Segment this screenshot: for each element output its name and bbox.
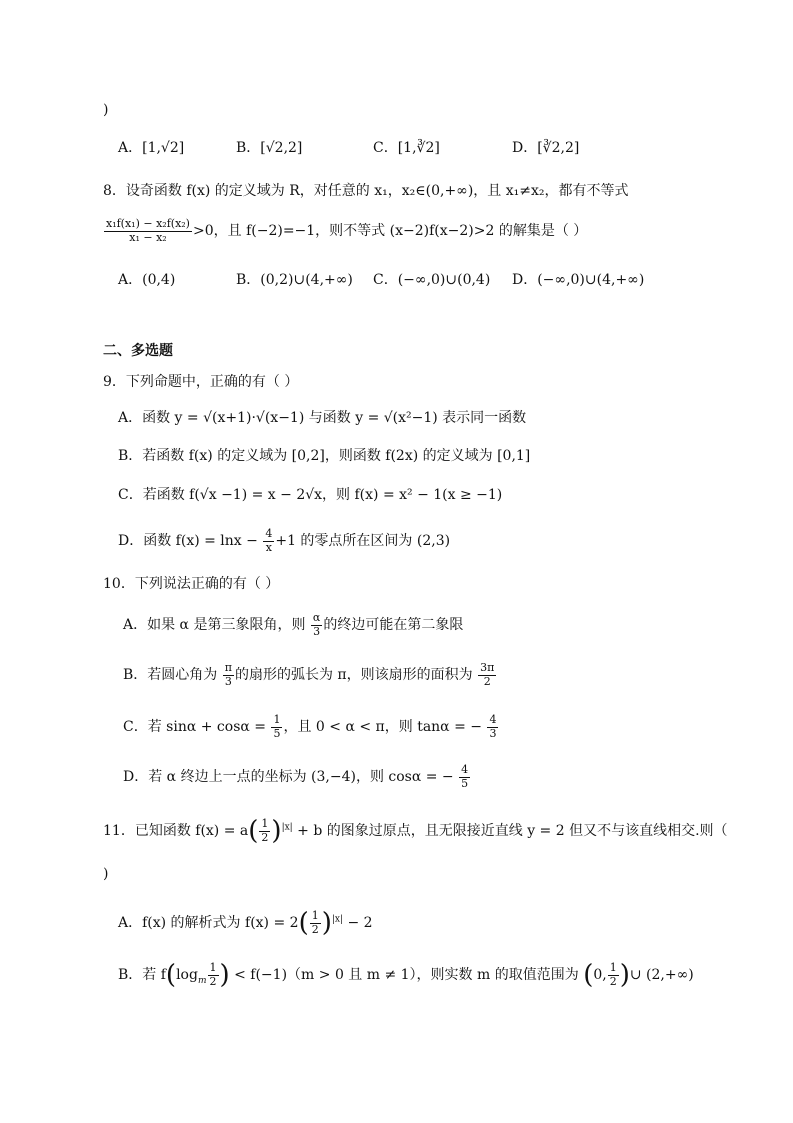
q11-exponent: |x| xyxy=(281,822,293,833)
q10-option-a xyxy=(123,612,463,638)
q9-d-fraction xyxy=(263,528,274,554)
q10-b-pre: B．若圆心角为 xyxy=(123,667,218,684)
q11-a-post: − 2 xyxy=(347,915,373,932)
q10-c-fraction1 xyxy=(271,714,282,740)
q10-b-den1: 3 xyxy=(224,674,232,688)
q10-b-num2: 3π xyxy=(480,661,495,674)
q11-a-paren-open: ( xyxy=(298,908,309,939)
q9-option-c: C．若函数 f(√x −1) = x − 2√x，则 f(x) = x² − 1(x ≥ −1) xyxy=(118,487,503,503)
q9-d-pre: D．函数 f(x) = lnx − xyxy=(118,533,258,550)
q11-option-b: B．若 $f(\log_m$ $\frac{1}{2}$ ) < f(−1)（m > 0 且 m ≠ 1），则实数 m 的取值范围为 (0, $\frac{1}{2}$ )∪ (2,+∞) xyxy=(118,960,694,991)
q11-paren-close: ) xyxy=(271,816,282,847)
q9-option-b: B．若函数 f(x) 的定义域为 [0,2]，则函数 f(2x) 的定义域为 [0,1] xyxy=(118,448,531,464)
q11-b-paren-close: ) xyxy=(219,960,230,991)
q7-option-d: D．[∛2,2] xyxy=(512,140,580,156)
q11-b-fraction2 xyxy=(608,962,619,988)
q8-option-c: C．(−∞,0)∪(0,4) xyxy=(373,272,491,288)
q10-stem: 10．下列说法正确的有（ ） xyxy=(103,576,280,592)
q11-paren-open: ( xyxy=(248,816,259,847)
q10-option-d xyxy=(123,764,471,790)
q10-b-fraction1 xyxy=(223,662,234,688)
q8-stem-line1: 8．设奇函数 f(x) 的定义域为 R，对任意的 x₁，x₂∈(0,+∞)，且 x₁≠x₂，都有不等式 xyxy=(103,183,629,199)
q11-stem-post: + b 的图象过原点，且无限接近直线 y = 2 但又不与该直线相交.则（ xyxy=(297,823,728,840)
q10-option-b xyxy=(123,662,497,688)
q7-option-a: A．[1,√2] xyxy=(118,140,185,156)
q10-a-pre: A．如果 α 是第三象限角，则 xyxy=(123,617,306,634)
q11-a-paren-close: ) xyxy=(321,908,332,939)
q11-b-post: ∪ (2,+∞) xyxy=(629,967,694,984)
q11-stem-pre: 11．已知函数 f(x) = a xyxy=(103,823,249,840)
q11-b-fraction xyxy=(208,962,219,988)
q11-a-exponent: |x| xyxy=(331,914,344,925)
q8-option-b: B．(0,2)∪(4,+∞) xyxy=(236,272,353,288)
q11-b-pre: B．若 f xyxy=(118,967,166,984)
q8-option-a: A．(0,4) xyxy=(118,272,176,288)
q10-option-c xyxy=(123,714,499,740)
q11-stem xyxy=(103,816,728,847)
q10-a-fraction xyxy=(311,612,322,638)
q11-b-paren-open: ( xyxy=(165,960,177,991)
q7-tail: ) xyxy=(103,102,109,118)
q10-d-pre: D．若 α 终边上一点的坐标为 (3,−4)，则 cosα = − xyxy=(123,769,454,786)
q10-b-den2: 2 xyxy=(483,674,491,688)
q8-fraction xyxy=(104,218,192,244)
q10-b-mid: 的扇形的弧长为 π，则该扇形的面积为 xyxy=(234,667,473,684)
q11-a-num: 1 xyxy=(311,909,319,922)
q11-stem-num: 1 xyxy=(261,817,269,830)
q11-b-interval-close: ) xyxy=(619,960,630,991)
q10-a-den: 3 xyxy=(313,624,321,638)
q11-a-fraction xyxy=(310,910,321,936)
q11-b-interval-open: ( xyxy=(583,960,594,991)
q10-d-den: 5 xyxy=(461,776,469,790)
q10-c-den1: 5 xyxy=(273,726,281,740)
q10-c-mid: ，且 0 < α < π，则 tanα = − xyxy=(283,719,482,736)
q11-stem-den: 2 xyxy=(261,830,269,844)
q11-a-den: 2 xyxy=(311,922,319,936)
q11-b-num: 1 xyxy=(209,961,217,974)
q9-option-a: A．函数 y = √(x+1)·√(x−1) 与函数 y = √(x²−1) 表示同一函数 xyxy=(118,410,527,426)
q11-stem-fraction xyxy=(259,818,270,844)
q11-tail: ) xyxy=(103,866,109,882)
q11-b-mid: < f(−1)（m > 0 且 m ≠ 1），则实数 m 的取值范围为 xyxy=(234,967,579,984)
q10-d-fraction xyxy=(459,764,470,790)
q10-b-fraction2 xyxy=(478,662,496,688)
q8-frac-numerator: x₁f(x₁) − x₂f(x₂) xyxy=(106,217,190,230)
q7-option-b: B．[√2,2] xyxy=(236,140,303,156)
q11-b-log: log xyxy=(176,967,198,984)
q9-d-post: +1 的零点所在区间为 (2,3) xyxy=(275,533,451,550)
q10-d-num: 4 xyxy=(461,763,469,776)
q10-c-fraction2 xyxy=(487,714,498,740)
q9-d-num: 4 xyxy=(265,527,273,540)
q8-stem-line2 xyxy=(103,218,587,244)
q11-b-den2: 2 xyxy=(609,974,617,988)
q10-b-num1: π xyxy=(224,661,232,674)
q9-d-den: x xyxy=(265,540,272,554)
q7-option-c: C．[1,∛2] xyxy=(373,140,440,156)
q11-a-pre: A．f(x) 的解析式为 f(x) = 2 xyxy=(118,915,299,932)
q9-option-d xyxy=(118,528,450,554)
q10-c-num2: 4 xyxy=(489,713,497,726)
q10-a-post: 的终边可能在第二象限 xyxy=(323,617,464,634)
q10-a-num: α xyxy=(312,611,321,624)
q9-stem: 9．下列命题中，正确的有（ ） xyxy=(103,374,299,390)
q10-c-num1: 1 xyxy=(273,713,281,726)
q11-option-a xyxy=(118,908,373,939)
q11-b-num2: 1 xyxy=(609,961,617,974)
q8-line2-text: >0，且 f(−2)=−1，则不等式 (x−2)f(x−2)>2 的解集是（ ） xyxy=(192,223,588,240)
q10-c-pre: C．若 sinα + cosα = xyxy=(123,719,267,736)
q10-c-den2: 3 xyxy=(489,726,497,740)
q11-b-log-base: m xyxy=(197,975,207,986)
q8-option-d: D．(−∞,0)∪(4,+∞) xyxy=(512,272,645,288)
section-heading-multi-choice: 二、多选题 xyxy=(103,343,173,359)
q8-frac-denominator: x₁ − x₂ xyxy=(129,230,167,244)
q11-b-den: 2 xyxy=(209,974,217,988)
